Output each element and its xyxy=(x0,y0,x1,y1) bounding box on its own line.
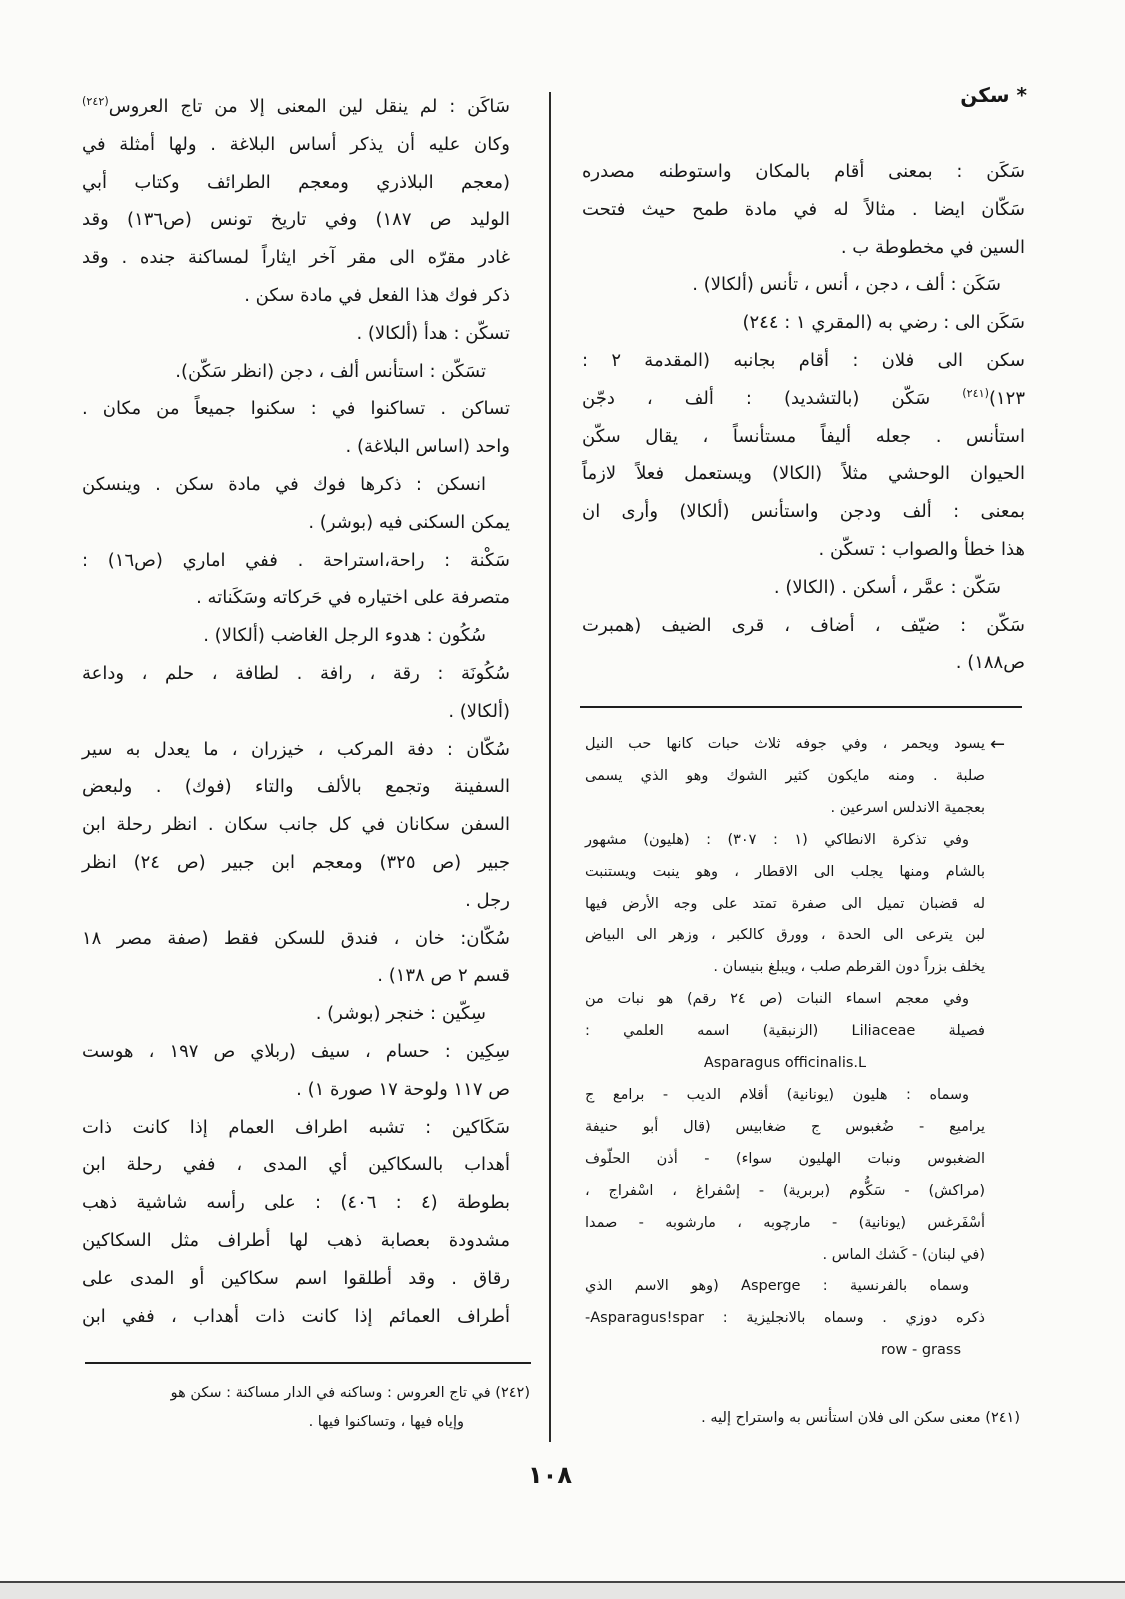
text-line: رجل . xyxy=(465,889,510,911)
text-line: أهداب بالسكاكين أي المدى ، ففي رحلة ابن xyxy=(82,1154,510,1176)
text-line: سكن الى فلان : أقام بجانبه (المقدمة ٢ : xyxy=(582,349,1025,371)
text-line: سَكْنة : راحة،استراحة . ففي اماري (ص١٦) : xyxy=(82,549,511,571)
text-segment: سَاكَن : لم ينقل لين المعنى إلا من تاج العروس xyxy=(108,96,510,117)
left-column xyxy=(82,88,510,1335)
text-line: جبير (ص ٣٢٥) ومعجم ابن جبير (ص ٢٤) انظر xyxy=(82,851,510,873)
text-line: سُكُون : هدوء الرجل الغاضب (ألكالا) . xyxy=(203,625,486,647)
footnote-line: (في لبنان) - كَشك الماس . xyxy=(822,1246,985,1263)
footnote-line: وفي معجم اسماء النبات (ص ٢٤ رقم) هو نبات من xyxy=(585,991,969,1008)
page-number: ١٠٨ xyxy=(528,1461,572,1489)
text-line: السفينة وتجمع بالألف والتاء (فوك) . ولبعض xyxy=(82,776,510,798)
text-line: وكان عليه أن يذكر أساس البلاغة . ولها أمثلة في xyxy=(82,133,510,155)
footnote-line: (٢٤٢) في تاج العروس : وساكنه في الدار مساكنة : سكن هو xyxy=(170,1385,530,1401)
text-segment: ١٢٣) xyxy=(988,387,1025,409)
footnote-line: وسماه : هليون (يونانية) أقلام الديب - برامع ج xyxy=(585,1086,969,1103)
footnote-line: صلبة . ومنه مايكون كثير الشوك وهو الذي يسمى xyxy=(585,767,985,784)
footnote-line: أسْفَرغس (يونانية) - مارچوبه ، مارشوبه - صمدا xyxy=(585,1214,985,1231)
text-line: رقاق . وقد أطلقوا اسم سكاكين أو المدى على xyxy=(82,1267,510,1289)
text-line: الحيوان الوحشي مثلاً (الكالا) ويستعمل فعلاً لازماً xyxy=(582,463,1025,485)
footnote-ref: (٢٤١) xyxy=(962,386,989,400)
footnote-line: لبن يترعى الى الحدة ، وورق كالكبر ، وزهر الى البياض xyxy=(585,927,985,944)
footnote-line: ذكره دوزي . وسماه بالانجليزية : Asparagus!spar- xyxy=(585,1310,985,1327)
footnote-ref: (٢٤٢) xyxy=(82,95,109,108)
text-line: بطوطة (٤ : ٤٠٦) : على رأسه شاشية ذهب xyxy=(82,1192,510,1214)
text-line: مشدودة بعصابة ذهب لها أطراف مثل السكاكين xyxy=(82,1229,510,1251)
footnote-rule xyxy=(580,706,1022,708)
text-line: هذا خطأ والصواب : تسكّن . xyxy=(818,538,1025,560)
footnote-line: فصيلة Liliaceae (الزنبقية) اسمه العلمي : xyxy=(585,1023,985,1040)
text-line: ص١٨٨) . xyxy=(955,652,1025,674)
text-line: سَكَن الى : رضي به (المقري ١ : ٢٤٤) xyxy=(742,312,1025,334)
footnote-241 xyxy=(600,1404,1020,1433)
footnote-line: وسماه بالفرنسية : Asperge (وهو الاسم الذي xyxy=(585,1278,969,1295)
text-line: تسكّن : هدأ (ألكالا) . xyxy=(356,322,510,344)
text-line: تسَكّن : استأنس ألف ، دجن (انظر سَكّن). xyxy=(175,360,486,382)
column-divider xyxy=(549,92,551,1442)
footnote-line: يخلف بزراً دون القرطم صلب ، ويبلغ بنيسان . xyxy=(713,959,985,976)
text-line: سُكُونَة : رقة ، رافة . لطافة ، حلم ، وداعة xyxy=(82,662,510,684)
text-line: سَكَاكين : تشبه اطراف العمام إذا كانت ذات xyxy=(82,1116,510,1138)
footnote-line: له قضبان تميل الى صفرة تمتد على وجه الأرض فيها xyxy=(585,895,985,912)
footnote-line: وإياه فيها ، وتساكنوا فيها . xyxy=(308,1414,464,1430)
text-segment: سَكّن (بالتشديد) : ألف ، دجّن xyxy=(582,387,963,409)
text-line: أطراف العمائم إذا كانت ذات أهداب ، ففي ابن xyxy=(82,1305,510,1327)
scan-edge-band xyxy=(0,1583,1125,1599)
text-line: سُكّان: خان ، فندق للسكن فقط (صفة مصر ١٨ xyxy=(82,927,510,949)
text-line: الوليد ص ١٨٧) وفي تاريخ تونس (ص١٣٦) وقد xyxy=(82,209,511,231)
text-line: تساكن . تساكنوا في : سكنوا جميعاً من مكان . xyxy=(82,398,510,420)
footnote-rule xyxy=(85,1362,531,1364)
text-line: استأنس . جعله أليفاً مستأنساً ، يقال سكّن xyxy=(582,425,1025,447)
text-line: انسكن : ذكرها فوك في مادة سكن . وينسكن xyxy=(82,473,486,495)
text-line: غادر مقرّه الى مقر آخر ايثاراً لمساكنة جنده . وقد xyxy=(82,247,510,269)
text-line: سَكّن : ضيّف ، أضاف ، قرى الضيف (همبرت xyxy=(582,614,1025,636)
footnote-line: row - grass xyxy=(881,1342,961,1359)
entry-heading: * سكن xyxy=(960,83,1027,107)
footnote-continuation xyxy=(585,729,985,1367)
text-line: سَكّان ايضا . مثالاً له في مادة طمح حيث فتحت xyxy=(582,198,1025,220)
text-line: (معجم البلاذري ومعجم الطرائف وكتاب أبي xyxy=(82,171,510,193)
text-line: واحد (اساس البلاغة) . xyxy=(345,436,510,458)
text-line: سِكِين : حسام ، سيف (ربلاي ص ١٩٧ ، هوست xyxy=(82,1040,510,1062)
footnote-line: (٢٤١) معنى سكن الى فلان استأنس به واستراح إليه . xyxy=(701,1410,1020,1426)
footnote-line: بالشام ومنها يجلب الى الاقطار ، وهو ينبت ويستنبت xyxy=(585,863,985,880)
text-line: (ألكالا) . xyxy=(448,700,510,722)
footnote-242 xyxy=(88,1379,530,1437)
footnote-line: (مراكش) - سَكُّوم (بربرية) - إسْفراغ ، اسْفراج ، xyxy=(585,1182,985,1199)
text-line: متصرفة على اختياره في حَركاته وسَكَناته . xyxy=(196,587,510,609)
text-line: ص ١١٧ ولوحة ١٧ صورة ١) . xyxy=(296,1078,510,1100)
right-column xyxy=(582,153,1025,682)
text-line: بمعنى : ألف ودجن واستأنس (ألكالا) وأرى ان xyxy=(582,501,1025,523)
text-line: قسم ٢ ص ١٣٨) . xyxy=(377,965,510,987)
text-line: السفن سكانان في كل جانب سكان . انظر رحلة ابن xyxy=(82,814,510,836)
text-line: سَكّن : عمَّر ، أسكن . (الكالا) . xyxy=(773,576,1001,598)
text-line: سُكّان : دفة المركب ، خيزران ، ما يعدل به سير xyxy=(82,738,510,760)
text-line xyxy=(582,380,1025,418)
text-line: سِكّين : خنجر (بوشر) . xyxy=(315,1003,486,1025)
text-line: ذكر فوك هذا الفعل في مادة سكن . xyxy=(244,284,510,306)
text-line: سَكَن : ألف ، دجن ، أنس ، تأنس (ألكالا) . xyxy=(692,274,1001,296)
text-line: يمكن السكنى فيه (بوشر) . xyxy=(308,511,510,533)
scientific-name: Asparagus officinalis.L xyxy=(703,1055,867,1072)
footnote-line: يراميع - ضُغبوس ج ضغابيس (قال أبو حنيفة xyxy=(585,1118,985,1135)
footnote-line: الضغبوس ونبات الهليون سواء) - أذن الحلّوف xyxy=(585,1150,985,1167)
text-line xyxy=(82,88,510,126)
footnote-line: يسود ويحمر ، وفي جوفه ثلاث حبات كانها حب النيل xyxy=(585,736,985,752)
arrow-left-icon: ← xyxy=(990,734,1006,755)
footnote-line: بعجمية الاندلس اسرعين . xyxy=(830,799,985,816)
text-line: سَكَن : بمعنى أقام بالمكان واستوطنه مصدره xyxy=(582,161,1025,182)
text-line: السين في مخطوطة ب . xyxy=(840,236,1025,258)
footnote-line: وفي تذكرة الانطاكي (١ : ٣٠٧) : (هليون) مشهور xyxy=(585,831,969,848)
